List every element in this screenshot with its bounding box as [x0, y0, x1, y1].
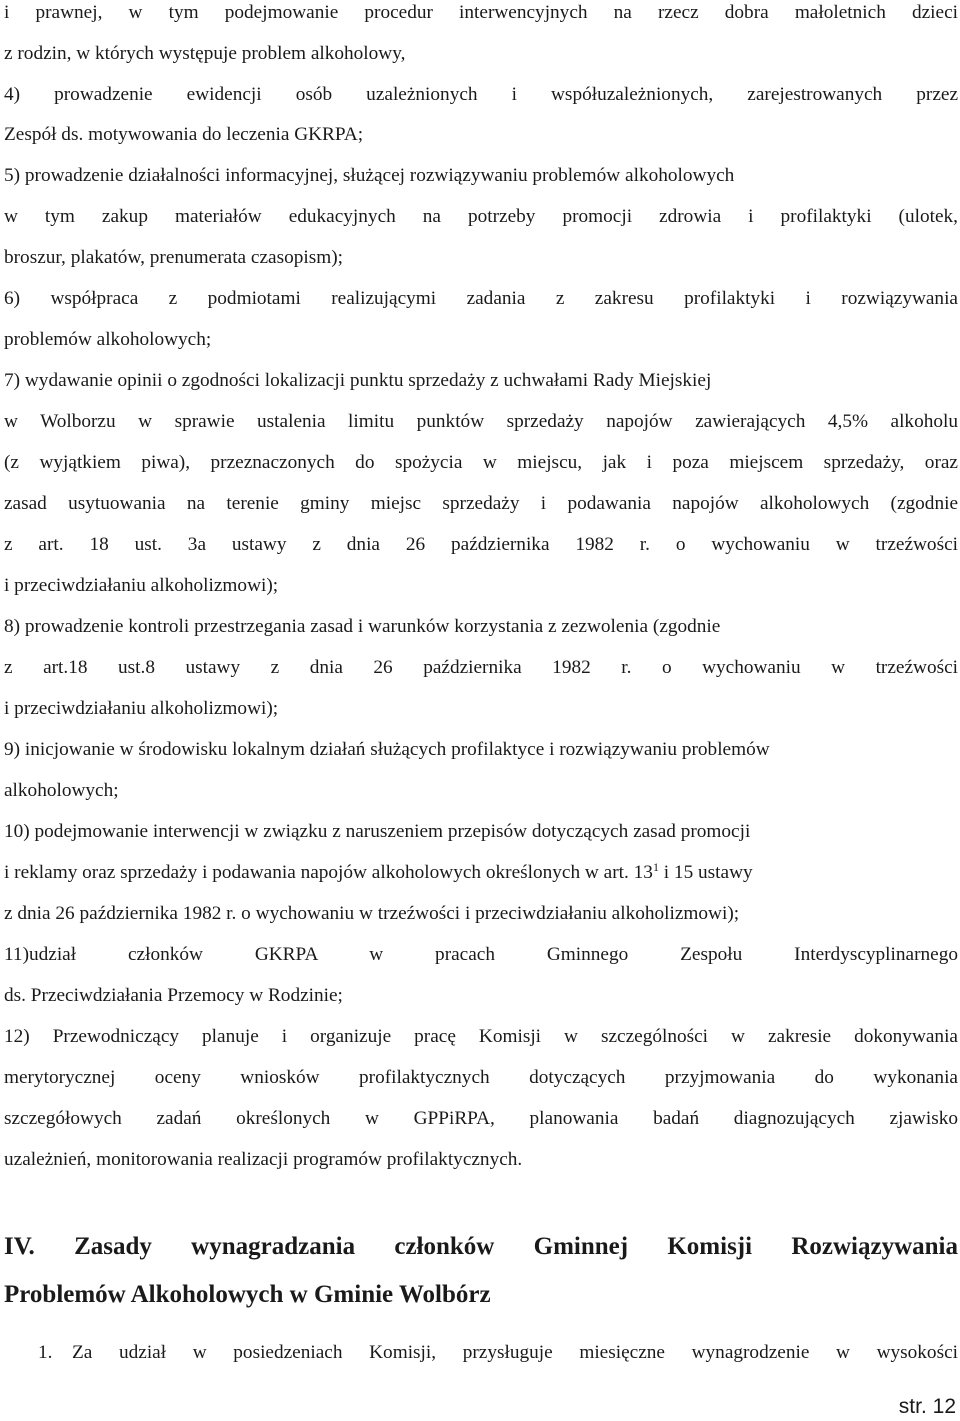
- text-line: alkoholowych;: [4, 780, 119, 801]
- text-line: 9) inicjowanie w środowisku lokalnym działań służących profilaktyce i rozwiązywaniu problemów: [4, 739, 770, 760]
- text-line: 8) prowadzenie kontroli przestrzegania zasad i warunków korzystania z zezwolenia (zgodnie: [4, 616, 721, 637]
- text-line: 4) prowadzenie ewidencji osób uzależnionych i współuzależnionych, zarejestrowanych przez: [4, 84, 958, 105]
- text-line: 12) Przewodniczący planuje i organizuje pracę Komisji w szczególności w zakresie dokonywania: [4, 1026, 958, 1047]
- text-line: uzależnień, monitorowania realizacji programów profilaktycznych.: [4, 1149, 523, 1170]
- text-line: ds. Przeciwdziałania Przemocy w Rodzinie;: [4, 985, 343, 1006]
- text-line: w tym zakup materiałów edukacyjnych na potrzeby promocji zdrowia i profilaktyki (ulotek,: [4, 206, 958, 227]
- text-line: z dnia 26 października 1982 r. o wychowaniu w trzeźwości i przeciwdziałaniu alkoholizmowi);: [4, 903, 740, 924]
- page-number-value: 12: [932, 1395, 956, 1418]
- text-line: i przeciwdziałaniu alkoholizmowi);: [4, 575, 279, 596]
- text-line: 5) prowadzenie działalności informacyjnej, służącej rozwiązywaniu problemów alkoholowych: [4, 165, 735, 186]
- text-line: z art.18 ust.8 ustawy z dnia 26 października 1982 r. o wychowaniu w trzeźwości: [4, 657, 958, 678]
- text-line: z art. 18 ust. 3a ustawy z dnia 26 października 1982 r. o wychowaniu w trzeźwości: [4, 534, 958, 555]
- section-heading: Problemów Alkoholowych w Gminie Wolbórz: [4, 1281, 491, 1308]
- text-line: problemów alkoholowych;: [4, 329, 212, 350]
- text-line: zasad usytuowania na terenie gminy miejsc sprzedaży i podawania napojów alkoholowych (zgodnie: [4, 493, 958, 514]
- text-line: 11)udział członków GKRPA w pracach Gminnego Zespołu Interdyscyplinarnego: [4, 944, 958, 965]
- text-line: broszur, plakatów, prenumerata czasopism);: [4, 247, 344, 268]
- text-line: z rodzin, w których występuje problem alkoholowy,: [4, 43, 406, 64]
- list-item-text: Za udział w posiedzeniach Komisji, przysługuje miesięczne wynagrodzenie w wysokości: [72, 1342, 958, 1363]
- text-line: 6) współpraca z podmiotami realizującymi zadania z zakresu profilaktyki i rozwiązywania: [4, 288, 958, 309]
- text-line: w Wolborzu w sprawie ustalenia limitu punktów sprzedaży napojów zawierających 4,5% alkoholu: [4, 411, 958, 432]
- text-line: [4, 858, 958, 888]
- list-item-number: 1.: [38, 1342, 53, 1363]
- text-line: i przeciwdziałaniu alkoholizmowi);: [4, 698, 279, 719]
- text-line: i prawnej, w tym podejmowanie procedur interwencyjnych na rzecz dobra małoletnich dzieci: [4, 2, 958, 23]
- page-label: str.: [898, 1395, 927, 1418]
- list-item: [38, 1338, 958, 1368]
- text-segment: i reklamy oraz sprzedaży i podawania napojów alkoholowych określonych w art. 13: [4, 862, 653, 883]
- text-line: merytorycznej oceny wniosków profilaktycznych dotyczących przyjmowania do wykonania: [4, 1067, 958, 1088]
- superscript: 1: [652, 860, 659, 874]
- text-line: (z wyjątkiem piwa), przeznaczonych do spożycia w miejscu, jak i poza miejscem sprzedaży, oraz: [4, 452, 958, 473]
- text-line: 10) podejmowanie interwencji w związku z naruszeniem przepisów dotyczących zasad promocji: [4, 821, 751, 842]
- page-number: [899, 1393, 956, 1421]
- text-line: szczegółowych zadań określonych w GPPiRPA, planowania badań diagnozujących zjawisko: [4, 1108, 958, 1129]
- text-line: 7) wydawanie opinii o zgodności lokalizacji punktu sprzedaży z uchwałami Rady Miejskiej: [4, 370, 712, 391]
- section-heading: IV. Zasady wynagradzania członków Gminnej Komisji Rozwiązywania: [4, 1233, 958, 1260]
- text-segment: i 15 ustawy: [658, 862, 753, 883]
- text-line: Zespół ds. motywowania do leczenia GKRPA;: [4, 124, 364, 145]
